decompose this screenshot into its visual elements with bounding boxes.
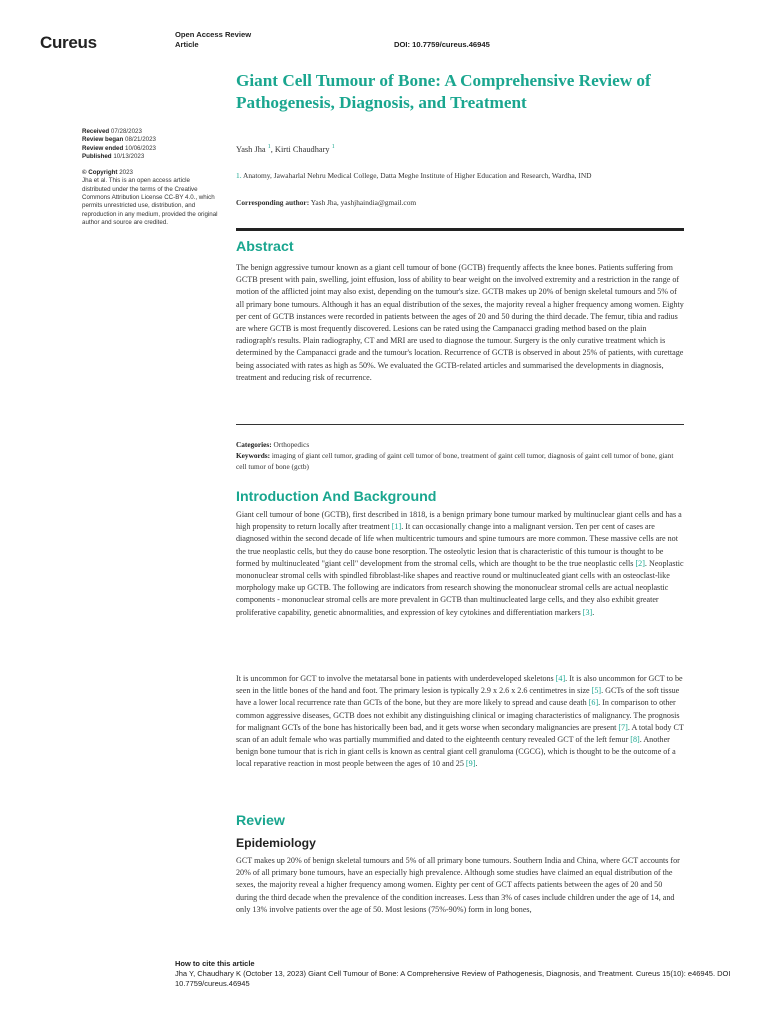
affiliation [236, 171, 592, 180]
author-list [236, 144, 335, 154]
author-separator: , [270, 144, 275, 154]
intro-heading: Introduction And Background [236, 489, 437, 505]
affiliation-number: 1. [236, 171, 242, 180]
categories-row [236, 440, 684, 451]
published-date: 10/13/2023 [113, 152, 145, 160]
citation-link[interactable]: [2] [635, 558, 645, 568]
text-run: . GCTs of the soft tissue have a lower local recurrence rate than GCTs of the bone, but they are more likely to spread and cause death [236, 686, 680, 708]
author-1-affil: 1 [267, 144, 271, 150]
review-began-date: 08/21/2023 [125, 136, 156, 144]
author-1[interactable]: Yash Jha [236, 144, 266, 154]
citation-link[interactable]: [9] [465, 759, 476, 769]
doi[interactable]: DOI: 10.7759/cureus.46945 [394, 40, 490, 49]
text-run: . In comparison to other common aggressive diseases, GCTB does not exhibit any distinguishing clinical or imaging characteristics of malignancy. The prognosis for malignant GCTs of the bone has historically been bad, and it gets worse when secondary malignancies are present [236, 698, 680, 732]
text-run: . [592, 607, 595, 617]
keywords-row [236, 451, 684, 473]
sidebar-dates [82, 128, 218, 227]
citation-link[interactable]: [8] [630, 735, 640, 745]
author-2[interactable]: Kirti Chaudhary [274, 144, 330, 154]
text-run: . A total body CT scan of an adult female who was partially mummified and dated to the eighteenth century revealed GCT of the left femur [236, 722, 684, 745]
text-run: . It is also uncommon for GCT to be seen in the little bones of the hand and foot. The primary lesion is typically 2.9 x 2.6 x 2.6 centimetres in size [236, 674, 683, 696]
review-heading: Review [236, 813, 285, 829]
intro-paragraph-2 [236, 673, 684, 771]
abstract-divider [236, 424, 684, 425]
categories-label: Categories: [236, 440, 272, 449]
citation-link[interactable]: [5] [591, 686, 602, 696]
published-row [82, 153, 218, 161]
citation-link[interactable]: [3] [582, 607, 593, 617]
intro-paragraph-1 [236, 509, 684, 619]
keywords-label: Keywords: [236, 450, 271, 460]
license-text: Jha et al. This is an open access article distributed under the terms of the Creative Commons Attribution License CC-BY 4.0., which permits unrestricted use, distribution, and reproduction in any medium, provided the original author and source are credited. [82, 177, 218, 226]
copyright-row [82, 169, 218, 177]
received-label: Received [82, 128, 110, 135]
abstract-heading: Abstract [236, 239, 294, 255]
review-ended-row [82, 145, 218, 153]
article-type [175, 30, 251, 50]
received-row [82, 128, 218, 136]
review-ended-label: Review ended [82, 144, 124, 152]
citation-link[interactable]: [7] [618, 722, 628, 732]
received-date: 07/28/2023 [110, 128, 142, 135]
copyright-label: © Copyright [82, 169, 118, 177]
citation-link[interactable]: [1] [391, 522, 402, 532]
corresponding-text: Yash Jha, yashjhaindia@gmail.com [310, 198, 417, 207]
cite-text: Jha Y, Chaudhary K (October 13, 2023) Giant Cell Tumour of Bone: A Comprehensive Review of Pathogenesis, Diagnosis, and Treatment. Cureus 15(10): e46945. DOI 10.7759/cureus.46945 [175, 969, 731, 988]
cite-label [175, 959, 745, 969]
article-title: Giant Cell Tumour of Bone: A Comprehensive Review of Pathogenesis, Diagnosis, and Treatment [236, 71, 651, 112]
text-run: . Neoplastic mononuclear stromal cells with spindled fibroblast-like shapes and reactive round or multinucleated giant cells with an osteoclast-like morphology make up GCTB. The following are indicators from research showing the mononuclear stromal cells are actual neoplastic components - mononuclear stromal cells are more prevalent in GCTB than multinucleated large cells, and they also exhibit greater proliferative capability, genetic abnormalities, and expression of key cytokines and differentiation markers [236, 558, 684, 617]
review-began-row [82, 136, 218, 144]
text-run: . Another benign bone tumour that is rich in giant cells is known as central giant cell granuloma (CGCG), which is thought to be the outcome of a local reparative reaction in most people between the ages of 10 and 25 [236, 735, 676, 769]
categories-value: Orthopedics [273, 440, 310, 449]
article-type-line1: Open Access Review [175, 30, 252, 39]
text-run: It is uncommon for GCT to involve the metatarsal bone in patients with underdeveloped skeletons [236, 674, 556, 683]
article-meta [236, 440, 684, 472]
section-divider [236, 228, 684, 231]
citation-link[interactable]: [6] [588, 698, 599, 708]
affiliation-text: Anatomy, Jawaharlal Nehru Medical College, Datta Meghe Institute of Higher Education and Research, Wardha, IND [243, 171, 592, 180]
copyright-year: 2023 [119, 169, 133, 177]
review-ended-date: 10/06/2023 [125, 144, 156, 152]
article-type-line2: Article [175, 40, 199, 49]
published-label: Published [82, 152, 112, 160]
epidemiology-heading: Epidemiology [236, 836, 316, 850]
cite-label-text: How to cite this article [175, 959, 255, 968]
keywords-value: imaging of giant cell tumor, grading of gaint cell tumor of bone, treatment of gaint cell tumor, diagnosis of gaint cell tumor of bone, giant cell tumor of bone (gctb) [236, 450, 674, 471]
journal-logo: Cureus [40, 33, 97, 52]
how-to-cite [175, 959, 745, 989]
citation-link[interactable]: [4] [555, 674, 566, 683]
epidemiology-text: GCT makes up 20% of benign skeletal tumours and 5% of all primary bone tumours. Southern India and China, where GCT accounts for 20% of all primary bone tumours, have an especially high prevalence. Although some studies have claimed an equal distribution of the sexes, the majority reveal a higher frequency among women. Eighty per cent of GCT affects patients between the ages of 20 and 50 during the third decade when the prevalence of the condition increases. Less than 3% of cases include children under the age of 14, and only 13% involve patients over the age of 50. Most lesions (75%-90%) form in long bones, [236, 856, 680, 914]
text-run: . It can occasionally change into a malignant version. Ten per cent of cases are diagnosed within the second decade of life when multicentric tumours and spine tumours are more common. These massive cells are not the true neoplastic cells, but they do cause bone resorption. The osteolytic lesion that is characteristic of this tumour is thought to be formed by multinucleated "giant cell" development from the stromal cells, which are thought to be the true neoplastic cells [236, 522, 678, 568]
corresponding-author [236, 198, 416, 207]
text-run: . [475, 759, 478, 769]
abstract-text: The benign aggressive tumour known as a giant cell tumour of bone (GCTB) frequently affects the knee bones. Patients suffering from GCTB present with pain, swelling, joint effusion, loss of ability to bear weight on the involved extremity and a restriction in the range of motion of the afflicted joint may also exist, depending on the tumour's size. GCTB makes up 20% of benign skeletal tumours and 5% of all primary bone tumours. Although it has an equal distribution of the sexes, the majority reveal a higher frequency among women. Eighty per cent of GCTB instances were recorded in patients between the ages of 20 and 50 during the third decade. The femur, tibia and radius are where GCTB is most frequently discovered. Lesions can be rated using the Campanacci grading method based on the plain radiograph's results. Plain radiography, CT and MRI are used to diagnose the tumour. Surgery is the only curative treatment which is determined by the Campanacci grade and the tumour's location. Recurrence of GCTB is observed in about 25% of patients, with curettage being associated with rates as high as 50%. We evaluated the GCTB-related articles and summarised the developments in diagnosis, treatment and reducing risk of recurrence. [236, 263, 684, 382]
text-run: Giant cell tumour of bone (GCTB), first described in 1818, is a benign primary bone tumour marked by multinuclear giant cells and has a high propensity to return locally after treatment [236, 510, 682, 532]
review-began-label: Review began [82, 136, 124, 144]
author-2-affil: 1 [331, 144, 335, 150]
corresponding-label: Corresponding author: [236, 198, 310, 207]
